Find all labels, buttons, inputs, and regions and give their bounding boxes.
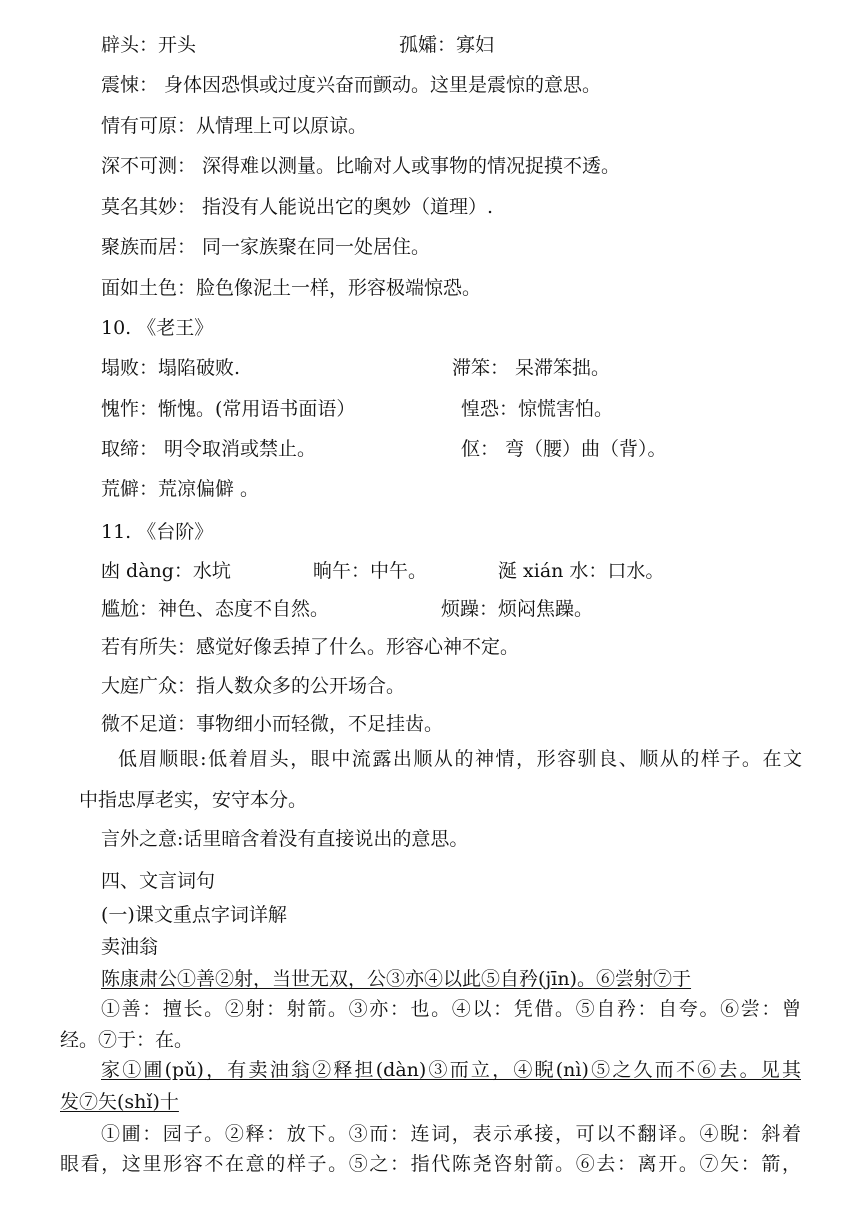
annotation-continued: 经。⑦于：在。 — [60, 1029, 194, 1051]
annotation-continued: 眼看，这里形容不在意的样子。⑤之：指代陈尧咨射箭。⑥去：离开。⑦矢：箭， — [60, 1153, 801, 1175]
glossary-entry: 震悚： 身体因恐惧或过度兴奋而颤动。这里是震惊的意思。 — [101, 74, 602, 96]
glossary-entry: 滞笨： 呆滞笨拙。 — [452, 357, 611, 379]
glossary-entry: 凼 dàng：水坑 — [101, 560, 231, 582]
glossary-entry: 尴尬：神色、态度不自然。 — [101, 598, 330, 620]
glossary-entry: 情有可原：从情理上可以原谅。 — [101, 115, 368, 137]
glossary-entry: 聚族而居： 同一家族聚在同一处居住。 — [101, 236, 431, 258]
annotation: ①善：擅长。②射：射箭。③亦：也。④以：凭借。⑤自矜：自夸。⑥尝：曾 — [101, 998, 801, 1020]
glossary-entry-continued: 中指忠厚老实，安守本分。 — [79, 789, 308, 811]
subsection-heading: (一)课文重点字词详解 — [101, 904, 287, 926]
glossary-entry: 惶恐：惊慌害怕。 — [461, 398, 614, 420]
text-line — [101, 32, 196, 58]
lesson-title: 卖油翁 — [101, 936, 159, 958]
glossary-entry: 荒僻：荒凉偏僻 。 — [101, 478, 260, 500]
annotation: ①圃：园子。②释：放下。③而：连词，表示承接，可以不翻译。④睨：斜着 — [101, 1123, 801, 1145]
classical-text: 家①圃(pǔ)，有卖油翁②释担(dàn)③而立，④睨(nì)⑤之久而不⑥去。见其 — [101, 1059, 801, 1081]
glossary-entry: 若有所失：感觉好像丢掉了什么。形容心神不定。 — [101, 636, 520, 658]
glossary-entry: 晌午：中午。 — [313, 560, 428, 582]
glossary-entry: 孤孀：寡妇 — [399, 34, 495, 56]
section-heading: 四、文言词句 — [101, 870, 216, 892]
text-line — [399, 32, 494, 58]
glossary-entry: 辟头：开头 — [101, 34, 197, 56]
glossary-entry: 大庭广众：指人数众多的公开场合。 — [101, 675, 406, 697]
glossary-entry: 言外之意:话里暗含着没有直接说出的意思。 — [101, 828, 469, 850]
glossary-entry: 深不可测： 深得难以测量。比喻对人或事物的情况捉摸不透。 — [101, 155, 621, 177]
glossary-entry: 塌败：塌陷破败. — [101, 357, 241, 379]
glossary-entry: 微不足道：事物细小而轻微，不足挂齿。 — [101, 713, 444, 735]
section-heading: 11. 《台阶》 — [101, 521, 214, 543]
glossary-entry: 烦躁：烦闷焦躁。 — [441, 598, 594, 620]
glossary-entry: 莫名其妙： 指没有人能说出它的奥妙（道理）. — [101, 196, 494, 218]
classical-text-continued: 发⑦矢(shǐ)十 — [60, 1091, 179, 1113]
glossary-entry: 伛： 弯（腰）曲（背）。 — [461, 438, 667, 460]
classical-text: 陈康肃公①善②射，当世无双，公③亦④以此⑤自矜(jīn)。⑥尝射⑦于 — [101, 968, 692, 990]
section-heading: 10. 《老王》 — [101, 317, 214, 339]
glossary-entry: 低眉顺眼:低着眉头，眼中流露出顺从的神情，形容驯良、顺从的样子。在文 — [118, 748, 802, 770]
glossary-entry: 取缔： 明令取消或禁止。 — [101, 438, 317, 460]
glossary-entry: 涎 xián 水：口水。 — [498, 560, 665, 582]
glossary-entry: 愧怍：惭愧。(常用语书面语） — [101, 398, 356, 420]
glossary-entry: 面如土色：脸色像泥土一样，形容极端惊恐。 — [101, 277, 482, 299]
